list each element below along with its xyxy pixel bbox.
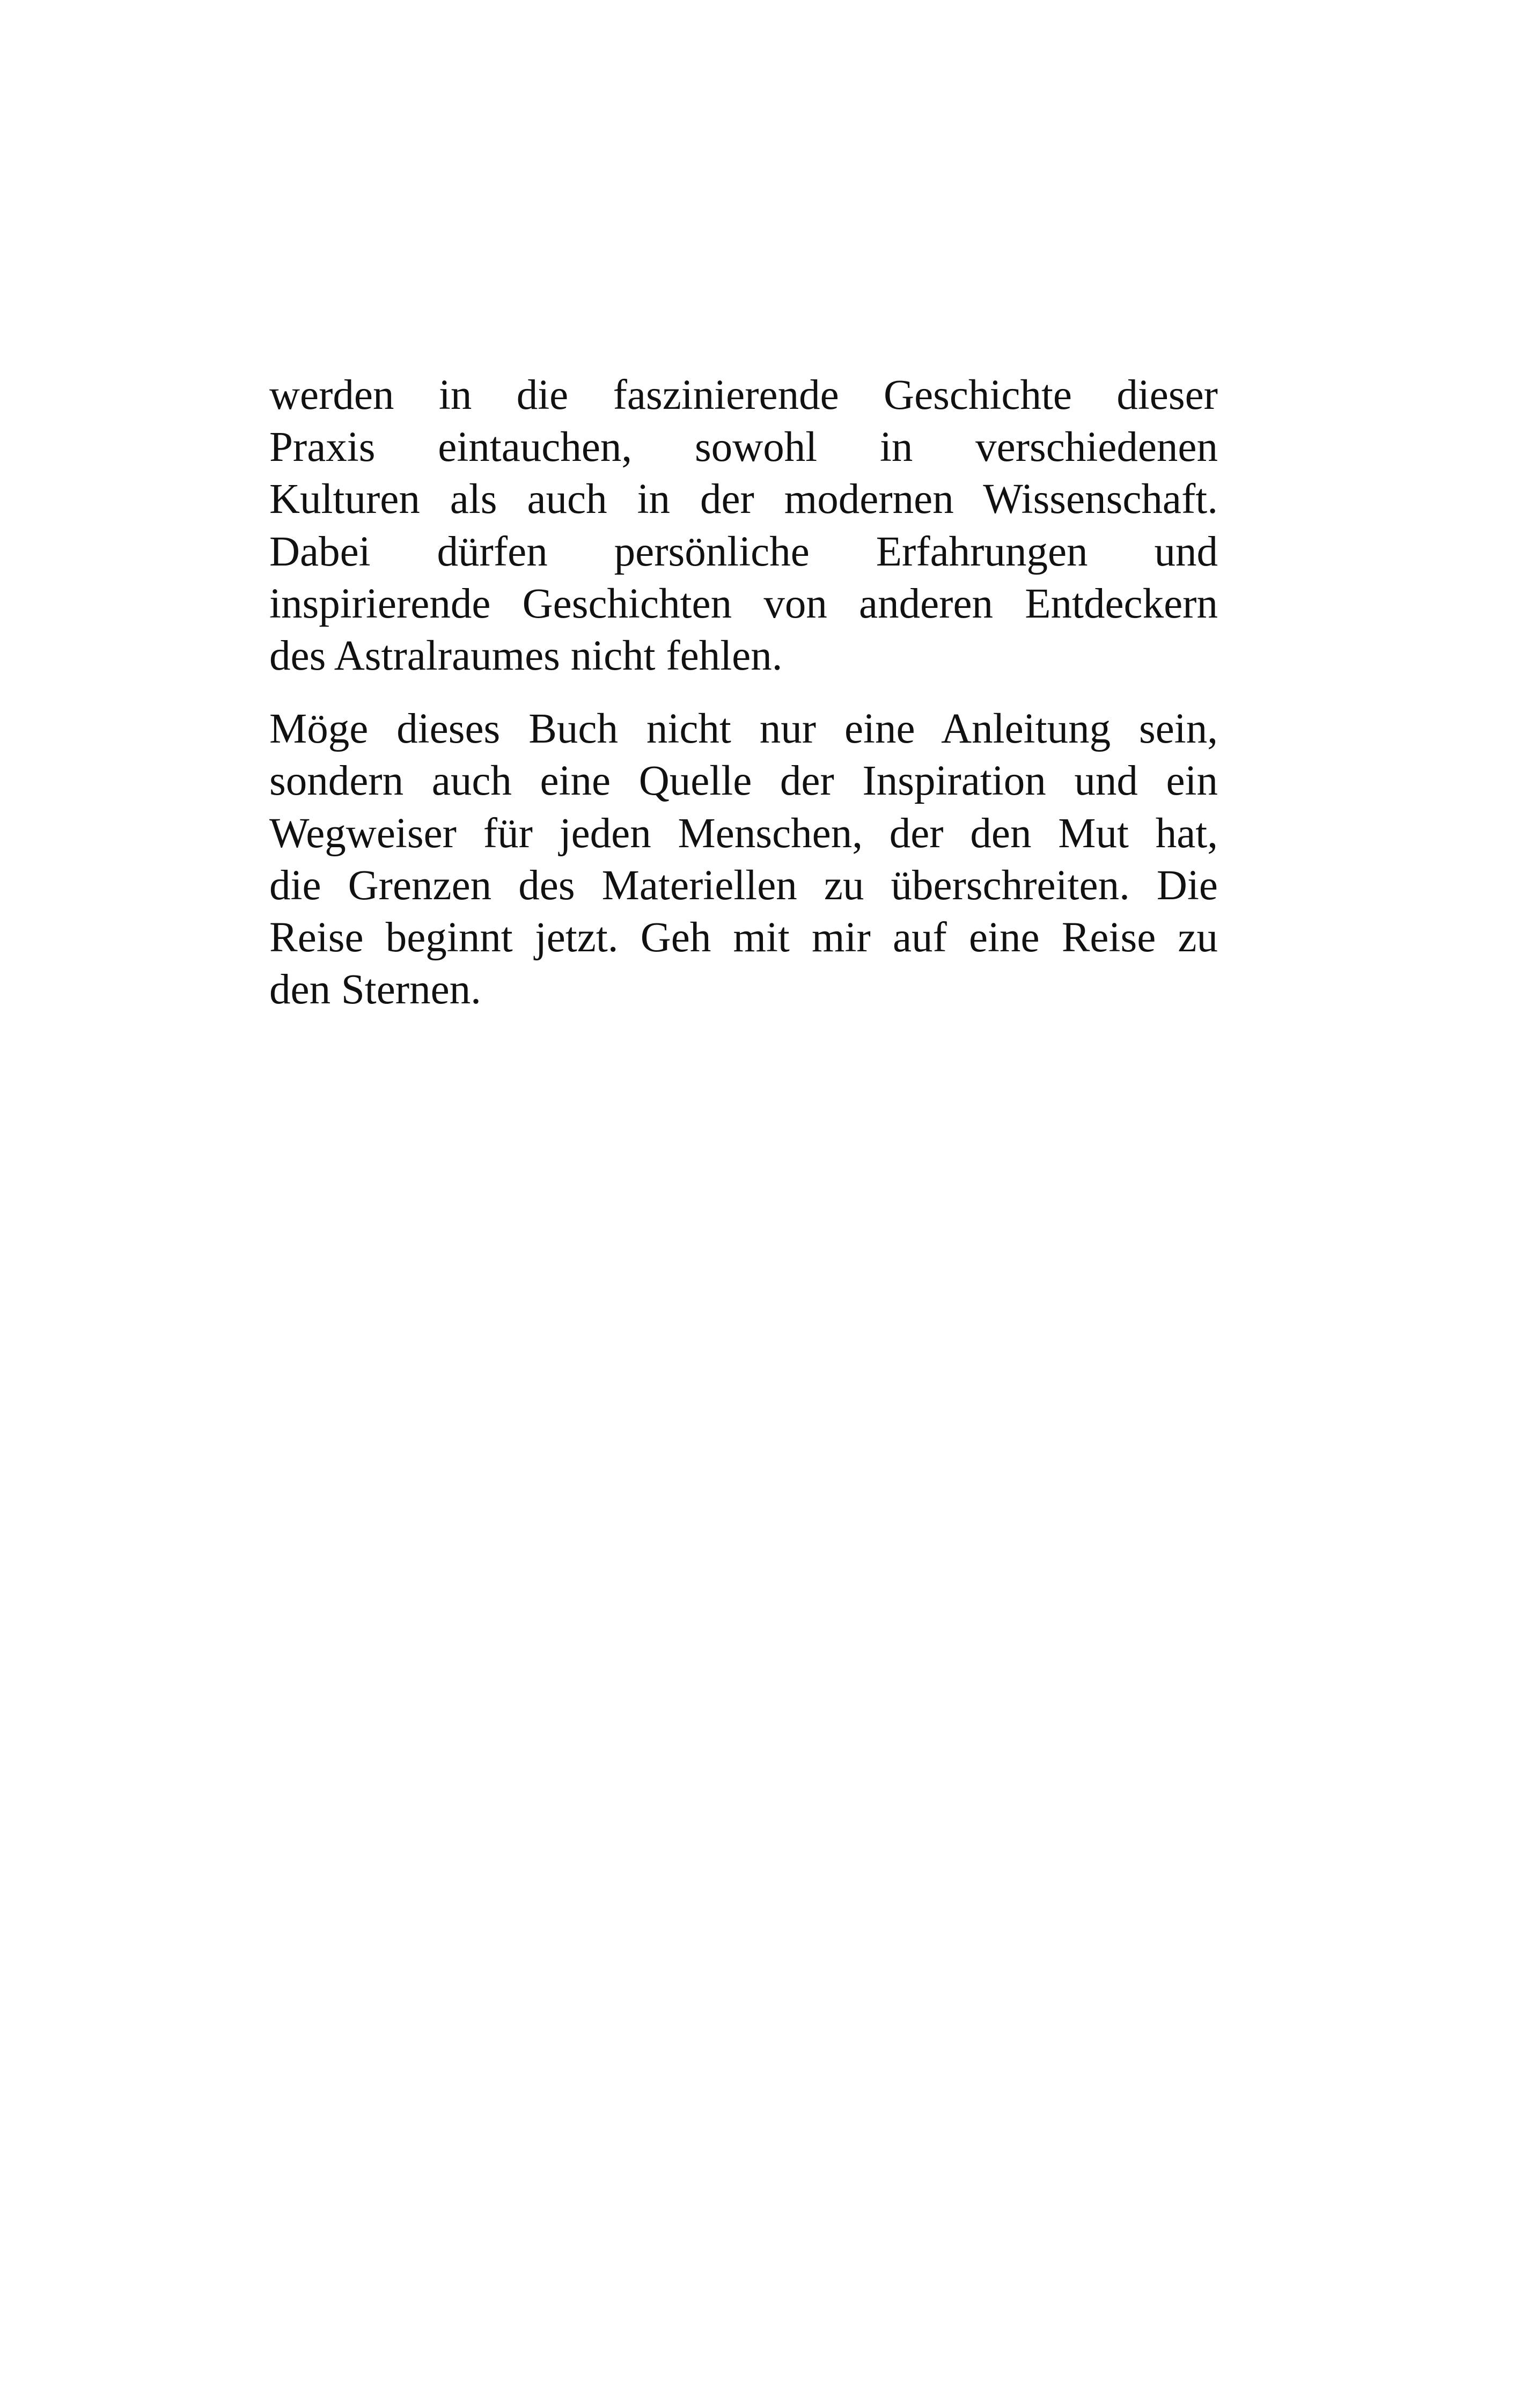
paragraph-line: Praxis eintauchen, sowohl in verschiedenen bbox=[269, 424, 1218, 471]
paragraph-line: werden in die faszinierende Geschichte dieser bbox=[269, 372, 1218, 419]
paragraph-line: den Sternen. bbox=[269, 966, 481, 1014]
paragraph-line: Dabei dürfen persönliche Erfahrungen und bbox=[269, 528, 1218, 575]
paragraph-line: Kulturen als auch in der modernen Wissenschaft. bbox=[269, 476, 1218, 523]
paragraph-line: des Astralraumes nicht fehlen. bbox=[269, 632, 783, 679]
paragraph-line: Wegweiser für jeden Menschen, der den Mut hat, bbox=[269, 810, 1218, 857]
paragraph-line: inspirierende Geschichten von anderen Entdeckern bbox=[269, 580, 1218, 627]
paragraph-line: Reise beginnt jetzt. Geh mit mir auf eine Reise zu bbox=[269, 914, 1218, 961]
body-text bbox=[269, 369, 1218, 1016]
paragraph-line: die Grenzen des Materiellen zu überschreiten. Die bbox=[269, 862, 1218, 909]
paragraph-1 bbox=[269, 369, 1218, 682]
paragraph-line: Möge dieses Buch nicht nur eine Anleitung sein, bbox=[269, 706, 1218, 753]
paragraph-2 bbox=[269, 703, 1218, 1016]
paragraph-line: sondern auch eine Quelle der Inspiration und ein bbox=[269, 758, 1218, 805]
